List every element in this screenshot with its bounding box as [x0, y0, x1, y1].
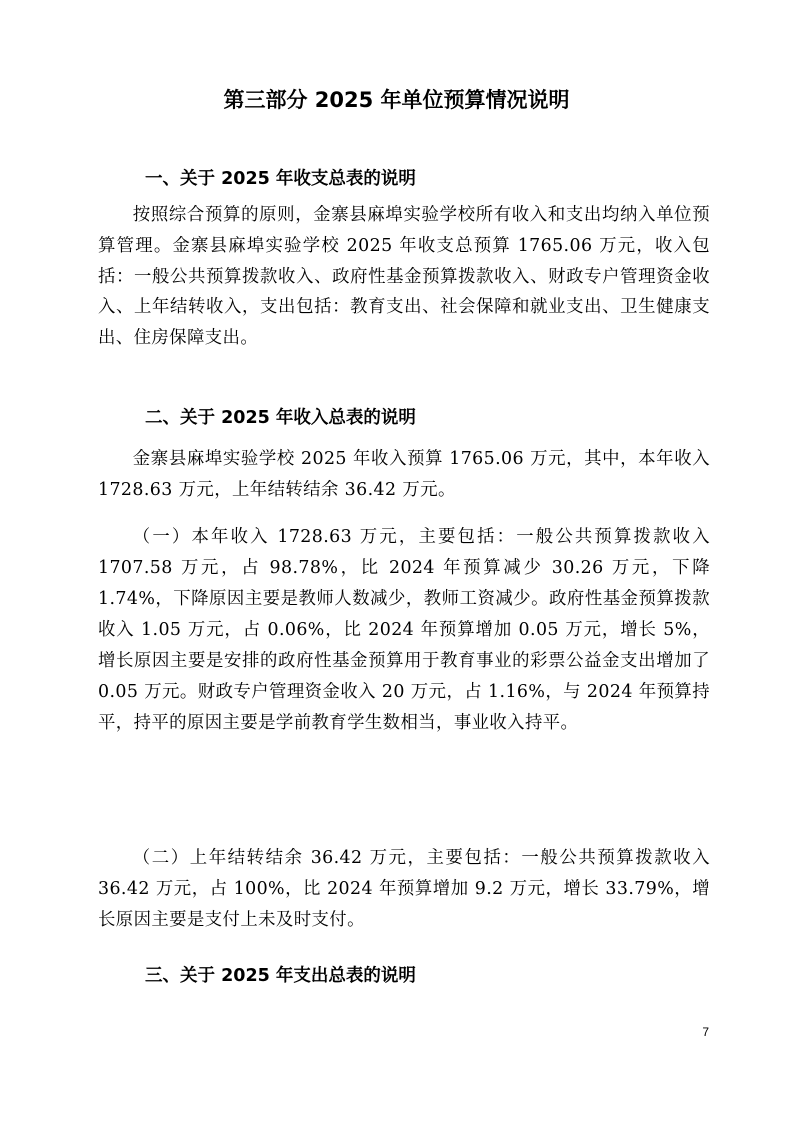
paragraph-income-overview: 金寨县麻埠实验学校 2025 年收入预算 1765.06 万元，其中，本年收入 1728.63 万元，上年结转结余 36.42 万元。: [98, 449, 710, 500]
page-title: 第三部分 2025 年单位预算情况说明: [223, 88, 570, 112]
page-number: 7: [702, 1025, 709, 1039]
section-heading-income-expenditure-summary: 一、关于 2025 年收支总表的说明: [145, 169, 416, 189]
section-heading-income-summary: 二、关于 2025 年收入总表的说明: [145, 408, 416, 428]
paragraph-current-year-income: （一）本年收入 1728.63 万元，主要包括：一般公共预算拨款收入 1707.58 万元，占 98.78%，比 2024 年预算减少 30.26 万元，下降 1.74%，下降原因主要是教师人数减少，教师工资减少。政府性基金预算拨款收入 1.05 万元，占 0.06%，比 2024 年预算增加 0.05 万元，增长 5%，增长原因主要是安排的政府性基金预算用于教育事业的彩票公益金支出增加了 0.05 万元。财政专户管理资金收入 20 万元，占 1.16%，与 2024 年预算持平，持平的原因主要是学前教育学生数相当，事业收入持平。: [98, 527, 710, 733]
paragraph-income-expenditure-summary: 按照综合预算的原则，金寨县麻埠实验学校所有收入和支出均纳入单位预算管理。金寨县麻埠实验学校 2025 年收支总预算 1765.06 万元，收入包括：一般公共预算拨款收入、政府性基金预算拨款收入、财政专户管理资金收入、上年结转收入，支出包括：教育支出、社会保障和就业支出、卫生健康支出、住房保障支出。: [98, 205, 710, 349]
section-heading-expenditure-summary: 三、关于 2025 年支出总表的说明: [145, 966, 416, 986]
paragraph-prior-year-carryover: （二）上年结转结余 36.42 万元，主要包括：一般公共预算拨款收入 36.42 万元，占 100%，比 2024 年预算增加 9.2 万元，增长 33.79%，增长原因主要是支付上未及时支付。: [98, 848, 710, 930]
